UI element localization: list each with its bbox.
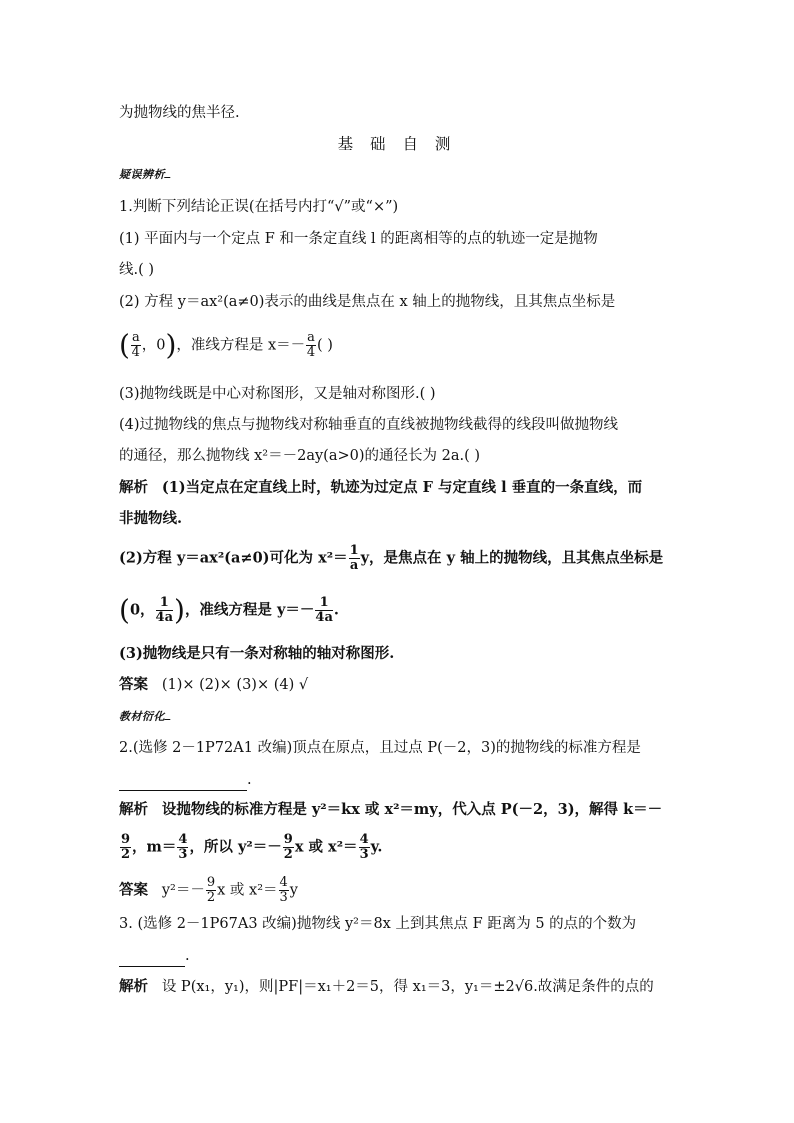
q1-analysis-2a: (2)方程 y＝ax²(a≠0)可化为 x²＝ $\frac{1}{a}$ y，是焦点在 y 轴上的抛物线，且其焦点坐标是 — [119, 543, 664, 573]
paren-open: ( — [119, 593, 130, 627]
q2-analysis-2: $\frac{9}{2}$ ，m＝ $\frac{4}{3}$ ，所以 y²＝－ $\frac{9}{2}$ x 或 x²＝ $\frac{4}{3}$ y. — [121, 832, 383, 862]
q1-analysis-1: 解析 (1)当定点在定直线上时，轨迹为过定点 F 与定直线 l 垂直的一条直线，而 — [119, 479, 643, 496]
q2-answer: 答案 y²＝－ $\frac{9}{2}$ x 或 x²＝ $\frac{4}{3}$ y — [119, 875, 298, 905]
answer-blank[interactable] — [119, 946, 185, 967]
q1-stem: 1.判断下列结论正误(在括号内打“√”或“×”) — [119, 199, 399, 215]
fraction: $\frac{4}{3}$ — [359, 832, 369, 862]
tag-textbook: 教材衍化 — [119, 708, 172, 724]
q1-analysis-1b: 非抛物线. — [119, 510, 183, 527]
q1-s3: (3)抛物线既是中心对称图形，又是轴对称图形.( ) — [119, 386, 436, 402]
fraction: $\frac{1}{a}$ — [349, 543, 359, 573]
q2-stem: 2.(选修 2－1P72A1 改编)顶点在原点，且过点 P(－2，3)的抛物线的标准方程是 — [119, 740, 641, 756]
q2-analysis-1: 解析 设抛物线的标准方程是 y²＝kx 或 x²＝my，代入点 P(－2，3)，解得 k＝－ — [119, 801, 663, 818]
q2-blank-line: . — [119, 770, 252, 791]
q1-s1a: (1) 平面内与一个定点 F 和一条定直线 l 的距离相等的点的轨迹一定是抛物 — [119, 231, 598, 247]
fraction: $\frac{9}{2}$ — [206, 875, 216, 905]
q3-blank-line: . — [119, 946, 190, 967]
paren-open: ( — [119, 328, 130, 362]
fraction: $\frac{9}{2}$ — [121, 832, 131, 862]
q3-stem: 3. (选修 2－1P67A3 改编)抛物线 y²＝8x 上到其焦点 F 距离为 5 的点的个数为 — [119, 916, 637, 932]
fraction: $\frac{9}{2}$ — [283, 832, 293, 862]
q3-analysis-1: 解析 设 P(x₁，y₁)，则|PF|＝x₁＋2＝5，得 x₁＝3，y₁＝±2√6.故满足条件的点的 — [119, 978, 654, 995]
fraction: $\frac{4}{3}$ — [178, 832, 188, 862]
fraction: $\frac{a}{4}$ — [306, 330, 316, 360]
q1-analysis-3: (3)抛物线是只有一条对称轴的轴对称图形. — [119, 645, 395, 662]
fraction: $\frac{1}{4a}$ — [155, 595, 173, 625]
intro-tail: 为抛物线的焦半径. — [119, 105, 240, 121]
q1-s2a: (2) 方程 y＝ax²(a≠0)表示的曲线是焦点在 x 轴上的抛物线，且其焦点坐标是 — [119, 294, 616, 310]
fraction: $\frac{a}{4}$ — [131, 330, 140, 360]
q1-s4b: 的通径，那么抛物线 x²＝－2ay(a>0)的通径长为 2a.( ) — [119, 448, 481, 464]
fraction: $\frac{1}{4a}$ — [315, 595, 333, 625]
answer-blank[interactable] — [119, 770, 247, 791]
paren-close: ) — [165, 328, 177, 362]
q1-analysis-2b: (0， $\frac{1}{4a}$ )，准线方程是 y＝－ $\frac{1}{4a}$ . — [119, 593, 339, 627]
section-title: 基 础 自 测 — [337, 135, 457, 153]
q1-answer: 答案 (1)× (2)× (3)× (4) √ — [119, 676, 309, 693]
q1-s1b: 线.( ) — [119, 262, 155, 278]
tag-error-analysis: 疑误辨析 — [119, 166, 172, 182]
fraction: $\frac{4}{3}$ — [279, 875, 288, 905]
paren-close: ) — [174, 593, 185, 627]
q1-s2b: ( $\frac{a}{4}$ ，0)，准线方程是 x＝－ $\frac{a}{4}$ ( ) — [119, 328, 333, 362]
q1-s4a: (4)过抛物线的焦点与抛物线对称轴垂直的直线被抛物线截得的线段叫做抛物线 — [119, 417, 619, 433]
